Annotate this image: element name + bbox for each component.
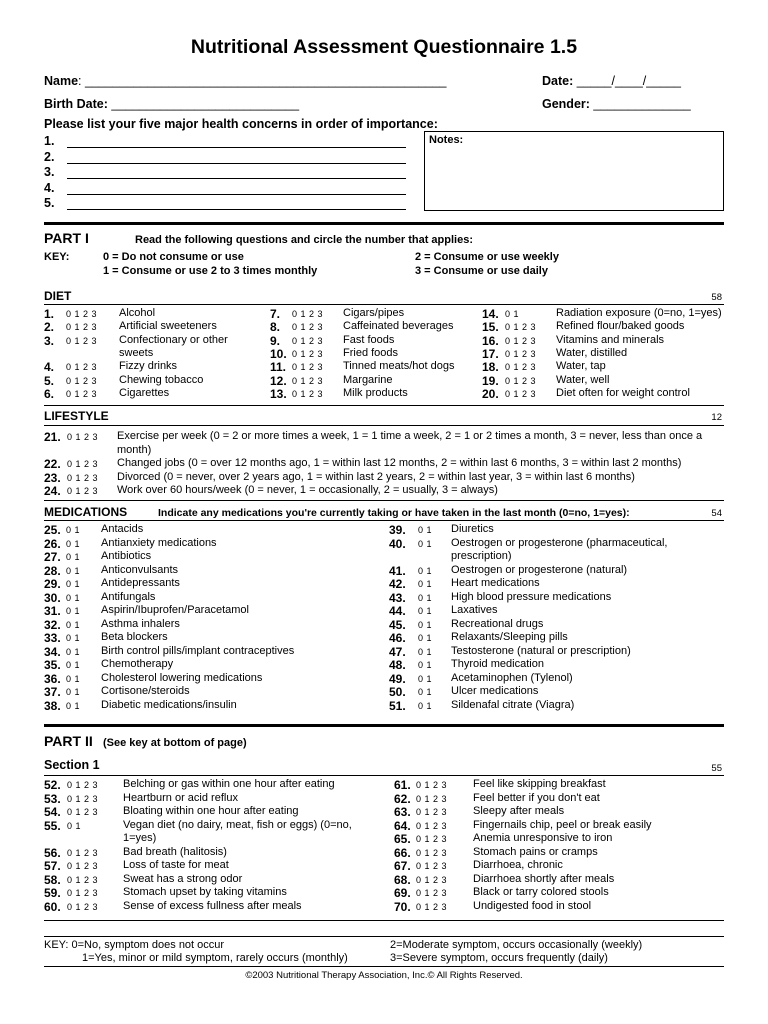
item-label: Sildenafal citrate (Viagra) (451, 698, 575, 711)
score-options[interactable]: 0 1 2 3 (292, 309, 324, 319)
item-label: Cigarettes (119, 386, 170, 399)
item-label: Fried foods (343, 346, 399, 359)
score-options[interactable]: 0 1 (418, 633, 433, 643)
concern-line[interactable] (67, 194, 406, 195)
copyright: ©2003 Nutritional Therapy Association, Inc.© All Rights Reserved. (245, 970, 523, 981)
score-options[interactable]: 0 1 (505, 309, 520, 319)
item-label: Antifungals (101, 590, 156, 603)
score-options[interactable]: 0 1 2 3 (505, 322, 537, 333)
score-options[interactable]: 0 1 2 3 (292, 322, 324, 333)
item-number: 42. (389, 577, 406, 591)
item-number: 49. (389, 671, 406, 686)
divider (44, 724, 724, 727)
item-label: Margarine (343, 373, 393, 386)
item-label: Recreational drugs (451, 617, 544, 630)
item-number: 11. (270, 360, 287, 375)
item-number: 9. (270, 333, 281, 348)
score-options[interactable]: 0 1 2 3 (416, 793, 448, 804)
item-number: 24. (44, 484, 61, 498)
item-number: 41. (389, 563, 406, 578)
score-options[interactable]: 0 1 2 3 (66, 309, 98, 319)
item-number: 43. (389, 590, 406, 605)
item-label: Loss of taste for meat (123, 859, 229, 871)
score-options[interactable]: 0 1 2 3 (67, 847, 99, 858)
score-options[interactable]: 0 1 (66, 673, 81, 684)
score-options[interactable]: 0 1 2 3 (416, 901, 448, 912)
section1-count: 55 (711, 763, 722, 774)
score-options[interactable]: 0 1 (66, 525, 81, 535)
item-number: 6. (44, 386, 55, 401)
item-number: 60. (44, 899, 61, 914)
score-options[interactable]: 0 1 2 3 (416, 888, 448, 898)
item-label: Testosterone (natural or prescription) (451, 644, 631, 657)
score-options[interactable]: 0 1 (66, 687, 81, 697)
medications-count: 54 (711, 508, 722, 519)
score-options[interactable]: 0 1 (66, 606, 81, 616)
key-0: 0 = Do not consume or use (103, 251, 244, 263)
score-options[interactable]: 0 1 2 3 (505, 388, 537, 399)
score-options[interactable]: 0 1 2 3 (66, 362, 98, 373)
item-label: Cortisone/steroids (101, 685, 190, 697)
score-options[interactable]: 0 1 2 3 (66, 388, 98, 399)
score-options[interactable]: 0 1 2 3 (416, 820, 448, 831)
score-options[interactable]: 0 1 2 3 (292, 375, 324, 386)
key-1: 1 = Consume or use 2 to 3 times monthly (103, 265, 318, 277)
footer-key-line2-right: 3=Severe symptom, occurs frequently (daily) (390, 952, 608, 964)
item-number: 8. (270, 320, 281, 335)
score-options[interactable]: 0 1 (66, 538, 81, 549)
item-number: 15. (482, 320, 499, 335)
item-label: Chewing tobacco (119, 373, 204, 386)
item-number: 35. (44, 658, 61, 672)
item-label: prescription) (451, 550, 512, 562)
item-label: Artificial sweeteners (119, 320, 217, 333)
divider (44, 920, 724, 921)
item-number: 2. (44, 320, 55, 335)
item-number: 64. (394, 818, 411, 833)
divider (44, 425, 724, 426)
item-label: Diuretics (451, 523, 494, 535)
item-number: 46. (389, 631, 406, 645)
part2-title: PART II (44, 733, 93, 749)
item-label: Undigested food in stool (473, 899, 592, 912)
item-label: Diarrhoea, chronic (473, 859, 563, 871)
item-number: 65. (394, 832, 411, 846)
item-label: 1=yes) (123, 832, 157, 844)
item-label: sweets (119, 346, 154, 359)
item-label: Laxatives (451, 604, 498, 616)
item-number: 18. (482, 360, 499, 375)
item-label: Exercise per week (0 = 2 or more times a week, 1 = 1 time a week, 2 = 1 or 2 times a month, 3 = never, less than once a (117, 430, 703, 442)
item-number: 21. (44, 430, 61, 444)
item-number: 37. (44, 685, 61, 699)
concern-number: 3. (44, 165, 55, 179)
item-label: Acetaminophen (Tylenol) (451, 671, 573, 684)
score-options[interactable]: 0 1 (418, 525, 433, 535)
item-label: Beta blockers (101, 631, 168, 643)
item-number: 17. (482, 346, 499, 361)
item-label: Alcohol (119, 307, 156, 319)
divider (44, 966, 724, 967)
footer-key-line1-left: KEY: 0=No, symptom does not occur (44, 939, 225, 951)
score-options[interactable]: 0 1 2 3 (292, 388, 324, 399)
score-options[interactable]: 0 1 (418, 687, 433, 697)
item-label: Black or tarry colored stools (473, 886, 609, 898)
item-number: 10. (270, 346, 287, 361)
gender-field[interactable] (542, 95, 691, 113)
score-options[interactable]: 0 1 2 3 (67, 432, 99, 442)
score-options[interactable]: 0 1 2 3 (66, 375, 98, 386)
item-number: 56. (44, 845, 61, 860)
item-number: 14. (482, 307, 499, 321)
score-options[interactable]: 0 1 2 3 (416, 874, 448, 885)
divider (44, 222, 724, 225)
date-blank[interactable]: _____/____/_____ (573, 74, 682, 88)
score-options[interactable]: 0 1 (66, 565, 81, 576)
score-options[interactable]: 0 1 (66, 646, 81, 657)
score-options[interactable]: 0 1 2 3 (66, 322, 98, 333)
item-number: 19. (482, 373, 499, 388)
item-label: Feel like skipping breakfast (473, 778, 606, 790)
lifestyle-count: 12 (711, 412, 722, 423)
medications-title: MEDICATIONS (44, 505, 128, 519)
score-options[interactable]: 0 1 2 3 (292, 335, 324, 346)
item-number: 29. (44, 577, 61, 591)
item-label: Oestrogen or progesterone (natural) (451, 563, 628, 576)
item-number: 48. (389, 658, 406, 672)
part1-instruction: Read the following questions and circle the number that applies: (135, 234, 473, 246)
item-label: Heartburn or acid reflux (123, 791, 238, 804)
key-2: 2 = Consume or use weekly (415, 251, 559, 263)
item-label: Water, tap (556, 360, 606, 373)
item-number: 32. (44, 617, 61, 632)
item-label: Antacids (101, 523, 144, 535)
score-options[interactable]: 0 1 (418, 619, 433, 630)
name-field[interactable] (44, 72, 447, 90)
item-label: Birth control pills/implant contraceptives (101, 644, 295, 657)
item-label: Milk products (343, 386, 408, 399)
concern-number: 5. (44, 196, 55, 210)
name-label: Name (44, 74, 79, 88)
score-options[interactable]: 0 1 2 3 (292, 348, 324, 359)
section1-title: Section 1 (44, 758, 100, 772)
item-label: Sweat has a strong odor (123, 872, 243, 885)
item-label: Fizzy drinks (119, 360, 178, 373)
item-number: 31. (44, 604, 61, 618)
item-number: 7. (270, 307, 281, 321)
part2-subtitle: (See key at bottom of page) (103, 737, 247, 749)
score-options[interactable]: 0 1 2 3 (67, 901, 99, 912)
date-label: Date: (542, 74, 574, 88)
key-3: 3 = Consume or use daily (415, 265, 548, 277)
item-number: 3. (44, 333, 55, 348)
item-label: Cholesterol lowering medications (101, 671, 263, 684)
footer-key-line2-left: 1=Yes, minor or mild symptom, rarely occurs (monthly) (82, 952, 348, 964)
item-number: 52. (44, 778, 61, 792)
item-number: 12. (270, 373, 287, 388)
score-options[interactable]: 0 1 2 3 (67, 861, 99, 871)
concern-number: 2. (44, 149, 55, 164)
item-label: Asthma inhalers (101, 617, 180, 630)
score-options[interactable]: 0 1 (67, 820, 82, 831)
item-number: 20. (482, 386, 499, 401)
item-label: Diet often for weight control (556, 386, 690, 399)
item-label: Relaxants/Sleeping pills (451, 631, 568, 643)
item-number: 34. (44, 644, 61, 659)
item-number: 36. (44, 671, 61, 686)
diet-title: DIET (44, 289, 72, 303)
item-number: 66. (394, 845, 411, 860)
concern-line[interactable] (67, 178, 406, 179)
item-label: Diarrhoea shortly after meals (473, 872, 615, 885)
item-number: 5. (44, 373, 55, 388)
birth-date-blank[interactable]: ___________________________ (107, 97, 300, 111)
item-number: 50. (389, 685, 406, 699)
score-options[interactable]: 0 1 2 3 (67, 459, 99, 469)
item-label: Stomach pains or cramps (473, 845, 598, 858)
item-label: Heart medications (451, 577, 540, 589)
item-label: Fast foods (343, 333, 395, 346)
item-label: Aspirin/Ibuprofen/Paracetamol (101, 604, 249, 616)
item-number: 22. (44, 457, 61, 471)
item-label: Bloating within one hour after eating (123, 805, 299, 817)
item-label: Fingernails chip, peel or break easily (473, 818, 652, 831)
item-label: Divorced (0 = never, over 2 years ago, 1 = within last 2 years, 2 = within last year, 3 = within last 6 months) (117, 470, 635, 483)
divider (44, 405, 724, 406)
score-options[interactable]: 0 1 2 3 (505, 335, 537, 346)
item-number: 38. (44, 698, 61, 713)
item-number: 30. (44, 590, 61, 605)
score-options[interactable]: 0 1 2 3 (416, 780, 448, 790)
item-label: Sleepy after meals (473, 805, 565, 817)
score-options[interactable]: 0 1 2 3 (416, 807, 448, 817)
score-options[interactable]: 0 1 2 3 (67, 793, 99, 804)
score-options[interactable]: 0 1 (66, 700, 81, 711)
item-label: Vegan diet (no dairy, meat, fish or eggs) (0=no, (123, 818, 352, 831)
birth-date-field[interactable] (44, 95, 299, 113)
score-options[interactable]: 0 1 2 3 (66, 335, 98, 346)
item-label: month) (117, 443, 152, 456)
item-label: Water, well (556, 373, 610, 386)
score-options[interactable]: 0 1 (66, 660, 81, 670)
score-options[interactable]: 0 1 (418, 565, 433, 576)
item-number: 1. (44, 307, 55, 321)
score-options[interactable]: 0 1 2 3 (292, 362, 324, 373)
item-label: Changed jobs (0 = over 12 months ago, 1 = within last 12 months, 2 = within last 6 months, 3 = within last 2 months) (117, 457, 682, 469)
item-label: Bad breath (halitosis) (123, 845, 227, 858)
key-label: KEY: (44, 251, 70, 263)
item-label: Antianxiety medications (101, 536, 217, 549)
item-label: Antidepressants (101, 577, 180, 589)
item-label: Oestrogen or progesterone (pharmaceutical, (451, 536, 668, 549)
gender-blank[interactable]: ______________ (589, 97, 691, 111)
item-label: Feel better if you don't eat (473, 791, 600, 804)
item-number: 23. (44, 470, 61, 485)
score-options[interactable]: 0 1 (418, 660, 433, 670)
score-options[interactable]: 0 1 (418, 579, 433, 589)
score-options[interactable]: 0 1 2 3 (505, 375, 537, 386)
item-number: 40. (389, 536, 406, 551)
score-options[interactable]: 0 1 (418, 673, 433, 684)
item-label: Anticonvulsants (101, 563, 179, 576)
item-label: Thyroid medication (451, 658, 544, 670)
divider (44, 500, 724, 501)
item-label: Radiation exposure (0=no, 1=yes) (556, 307, 722, 319)
date-field[interactable] (542, 72, 681, 90)
item-number: 68. (394, 872, 411, 887)
item-number: 33. (44, 631, 61, 645)
notes-label: Notes: (429, 134, 464, 146)
score-options[interactable]: 0 1 (66, 579, 81, 589)
item-label: Diabetic medications/insulin (101, 698, 237, 711)
score-options[interactable]: 0 1 (66, 619, 81, 630)
score-options[interactable]: 0 1 2 3 (416, 861, 448, 871)
item-number: 67. (394, 859, 411, 873)
item-label: Vitamins and minerals (556, 333, 665, 346)
score-options[interactable]: 0 1 (418, 606, 433, 616)
item-label: Anemia unresponsive to iron (473, 832, 613, 844)
item-number: 39. (389, 523, 406, 537)
item-label: Confectionary or other (119, 333, 228, 346)
score-options[interactable]: 0 1 (66, 633, 81, 643)
item-number: 58. (44, 872, 61, 887)
item-number: 27. (44, 550, 61, 564)
concern-line[interactable] (67, 147, 406, 148)
item-number: 44. (389, 604, 406, 618)
page-title: Nutritional Assessment Questionnaire 1.5 (190, 36, 578, 58)
diet-count: 58 (711, 292, 722, 303)
gender-label: Gender: (542, 97, 590, 111)
score-options[interactable]: 0 1 (66, 592, 81, 603)
item-label: Tinned meats/hot dogs (343, 360, 455, 373)
item-number: 69. (394, 886, 411, 900)
item-number: 61. (394, 778, 411, 792)
item-label: Work over 60 hours/week (0 = never, 1 = occasionally, 2 = usually, 3 = always) (117, 484, 498, 496)
item-label: Cigars/pipes (343, 307, 405, 319)
item-number: 57. (44, 859, 61, 873)
name-blank[interactable]: : ____________________________________________________ (78, 74, 447, 88)
item-label: Refined flour/baked goods (556, 320, 685, 333)
score-options[interactable]: 0 1 (66, 552, 81, 562)
score-options[interactable]: 0 1 (418, 646, 433, 657)
concern-line[interactable] (67, 163, 406, 164)
score-options[interactable]: 0 1 2 3 (67, 888, 99, 898)
item-label: High blood pressure medications (451, 590, 612, 603)
item-label: Caffeinated beverages (343, 320, 454, 333)
score-options[interactable]: 0 1 (418, 592, 433, 603)
item-label: Sense of excess fullness after meals (123, 899, 302, 912)
item-number: 55. (44, 818, 61, 833)
score-options[interactable]: 0 1 2 3 (505, 348, 537, 359)
item-number: 25. (44, 523, 61, 537)
score-options[interactable]: 0 1 2 3 (416, 834, 448, 844)
item-label: Ulcer medications (451, 685, 539, 697)
item-number: 47. (389, 644, 406, 659)
item-number: 51. (389, 698, 406, 713)
score-options[interactable]: 0 1 (418, 700, 433, 711)
concern-number: 1. (44, 134, 55, 148)
concern-number: 4. (44, 180, 55, 195)
part1-title: PART I (44, 230, 89, 246)
birth-date-label: Birth Date: (44, 97, 108, 111)
divider (44, 936, 724, 937)
concerns-label: Please list your five major health concerns in order of importance: (44, 117, 438, 131)
item-label: Chemotherapy (101, 658, 174, 670)
item-number: 70. (394, 899, 411, 914)
divider (44, 304, 724, 305)
divider (44, 775, 724, 776)
item-number: 45. (389, 617, 406, 632)
score-options[interactable]: 0 1 2 3 (505, 362, 537, 373)
notes-box[interactable] (424, 131, 724, 211)
concern-line[interactable] (67, 209, 406, 210)
item-label: Water, distilled (556, 346, 628, 359)
score-options[interactable]: 0 1 2 3 (67, 780, 99, 790)
footer-key-line1-right: 2=Moderate symptom, occurs occasionally (weekly) (390, 939, 643, 951)
score-options[interactable]: 0 1 2 3 (67, 486, 99, 496)
item-number: 4. (44, 360, 55, 375)
item-label: Belching or gas within one hour after eating (123, 778, 335, 790)
item-number: 62. (394, 791, 411, 806)
score-options[interactable]: 0 1 2 3 (67, 472, 99, 483)
score-options[interactable]: 0 1 2 3 (416, 847, 448, 858)
divider (44, 520, 724, 521)
medications-instruction: Indicate any medications you're currently taking or have taken in the last month (0=no, 1=yes): (158, 507, 630, 519)
item-number: 28. (44, 563, 61, 578)
item-number: 63. (394, 805, 411, 819)
item-number: 53. (44, 791, 61, 806)
item-number: 54. (44, 805, 61, 819)
item-number: 16. (482, 333, 499, 348)
item-number: 26. (44, 536, 61, 551)
score-options[interactable]: 0 1 2 3 (67, 807, 99, 817)
item-number: 13. (270, 386, 287, 401)
item-label: Antibiotics (101, 550, 152, 562)
score-options[interactable]: 0 1 2 3 (67, 874, 99, 885)
score-options[interactable]: 0 1 (418, 538, 433, 549)
item-label: Stomach upset by taking vitamins (123, 886, 287, 898)
item-number: 59. (44, 886, 61, 900)
lifestyle-title: LIFESTYLE (44, 409, 109, 423)
